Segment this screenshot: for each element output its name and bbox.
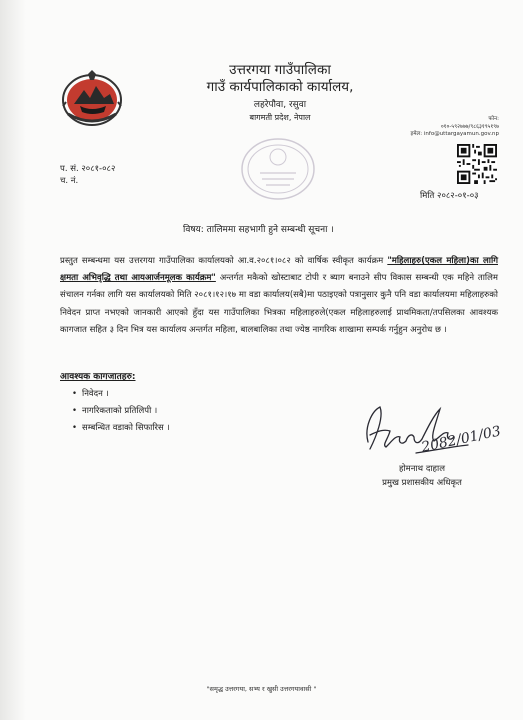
phone-label: फोन: — [488, 116, 499, 122]
email-address: info@uttargayamun.gov.np — [423, 131, 499, 137]
program-name: "महिलाहरु(एकल महिला)का लागि क्षमता अभिवृद्धि तथा आयआर्जनमूलक कार्यक्रम" — [60, 256, 498, 284]
document-item: • नागरिकताको प्रतिलिपी । — [72, 403, 170, 420]
office-location: लहरेपौवा, रसुवा — [253, 100, 307, 110]
footer-slogan: "समृद्ध उत्तरगया, सभ्य र खुसी उत्तरगयावासी " — [206, 685, 317, 693]
dispatch-number: च. नं. — [60, 176, 79, 186]
document-item: • सम्बन्धित वडाको सिफारिस । — [72, 420, 170, 437]
office-stamp — [238, 135, 318, 203]
province-name: बागमती प्रदेश, नेपाल — [249, 113, 311, 122]
handwritten-signature — [358, 387, 508, 467]
documents-heading: आवश्यक कागजातहरु: — [60, 372, 136, 382]
document-item: • निवेदन । — [72, 386, 170, 403]
email-line — [411, 131, 499, 139]
email-label: इमेल: — [410, 131, 423, 137]
nepal-emblem-logo — [60, 68, 124, 128]
phone-number: ०१०-५९२७७७/९८६३१९५१९७ — [440, 123, 499, 130]
signatory-title: प्रमुख प्रशासकीय अधिकृत — [382, 478, 462, 488]
letter-number: प. सं. २०८१-०८२ — [60, 164, 116, 174]
letter-body — [60, 253, 498, 339]
qr-code — [457, 144, 497, 184]
body-intro: प्रस्तुत सम्बन्धमा यस उत्तरगया गाउँपालिका कार्यालयको आ.व.२०८१।०८२ को वार्षिक स्वीकृत कार्यक्रम — [60, 256, 388, 266]
signature-date: 2082/01/03 — [420, 423, 503, 456]
contact-info — [411, 116, 499, 139]
body-details: अन्तर्गत मकैको खोस्टाबाट टोपी र ब्याग बनाउने सीप विकास सम्बन्धी एक महिने तालिम संचालन गर्नका लागि यस कार्यालयको मिति २०८१।१२।१७ मा वडा कार्यालय(सबै)मा पठाइएको पत्रानुसार कुनै पनि वडा कार्यालयमा महिलाहरुको निवेदन प्राप्त नभएको जानकारी आएको हुँदा यस गाउँपालिका भित्रका महिलाहरुले(एकल महिलाहरुलाई प्राथमिकता/तपसिलका आवश्यक कागजात सहित ३ दिन भित्र यस कार्यालय अन्तर्गत महिला, बालबालिका तथा ज्येष्ठ नागरिक शाखामा सम्पर्क गर्नुहुन अनुरोध छ । — [60, 273, 498, 335]
letter-date: मिति २०८२-०१-०३ — [420, 191, 479, 201]
letter-subject: विषय: तालिममा सहभागी हुने सम्बन्धी सूचना । — [183, 225, 334, 235]
signatory-name: होमनाथ दाहाल — [398, 464, 446, 474]
reference-block — [60, 163, 115, 187]
documents-list — [72, 386, 170, 437]
scan-edge — [0, 0, 26, 720]
signatory-block — [362, 462, 482, 490]
office-name: गाउँ कार्यपालिकाको कार्यालय, — [206, 79, 354, 95]
municipality-name: उत्तरगया गाउँपालिका — [229, 62, 331, 78]
letterhead — [150, 62, 410, 124]
